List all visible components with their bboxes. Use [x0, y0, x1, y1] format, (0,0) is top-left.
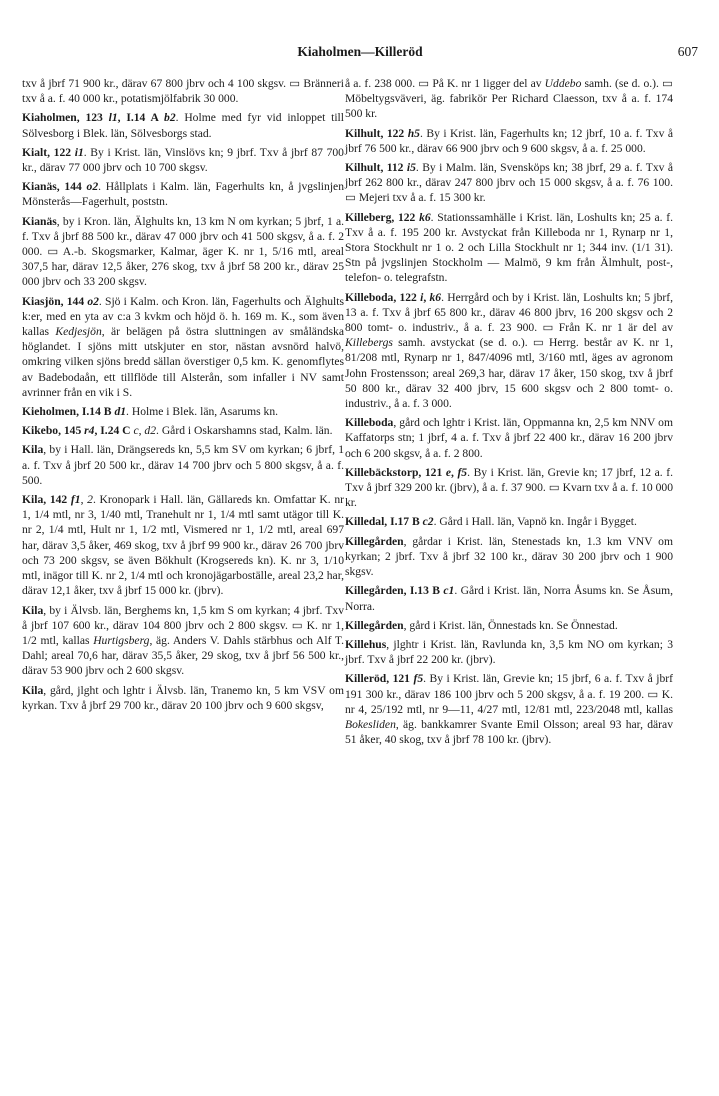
- entry-text: . Gård i Hall. län, Vapnö kn. Ingår i Bygget.: [433, 515, 637, 529]
- entry-styled-text: d2: [144, 424, 157, 438]
- entry-styled-text: i1: [74, 145, 84, 159]
- gazetteer-entry: [22, 179, 344, 209]
- gazetteer-entry: [345, 534, 673, 580]
- entry-text: . Sjö i Kalm. och Kron. län, Fagerhults och Älghults k:er, med en yta av c:a 3 kvkm och höjd ö. h. 169 m. K., som även kallas: [22, 294, 344, 339]
- entry-headword: , I.14 A: [117, 111, 165, 125]
- page-header: [22, 44, 698, 66]
- entry-text: , gård i Krist. län, Önnestads kn. Se Önnestad.: [403, 618, 618, 632]
- entry-styled-text: r4: [84, 424, 95, 438]
- entry-text: . By i Krist. län, Fagerhults kn; 12 jbrf, 10 a. f. Txv å jbrf 76 500 kr., därav 66 900 jbrv och 9 600 skgsv, å a. f. 25 000.: [345, 126, 674, 155]
- entry-text: . Holme med fyr vid inloppet till Sölvesborg i Blek. län, Sölvesborgs stad.: [22, 111, 344, 140]
- right-column: [345, 76, 673, 751]
- entry-text: . Herrgård och by i Krist. län, Loshults kn; 5 jbrf, 13 a. f. Txv å jbrf 65 800 kr., därav 46 800 jbrv, 16 200 skgsv och 2 800 tomt- o. industriv., å a. f. 23 900. ▭ Från K. nr 1 är del av: [345, 290, 674, 335]
- gazetteer-entry: [345, 637, 673, 667]
- entry-styled-text: Hurtigsberg: [93, 633, 150, 647]
- entry-headword: Killeboda, 122: [345, 290, 421, 304]
- entry-text: . Hållplats i Kalm. län, Fagerhults kn, å jvgslinjen Mönsterås—Fagerhult, poststn.: [22, 180, 344, 209]
- entry-text: , äg. Anders V. Dahls stärbhus och Alf T. Dahl; areal 70,6 har, därav 35,5 åker, 29 skog, txv å jbrf 56 500 kr., därav 53 900 jbrv och 2 600 skgsv.: [22, 633, 344, 678]
- gazetteer-entry: [22, 603, 344, 679]
- gazetteer-entry: [22, 214, 344, 290]
- gazetteer-entry: [345, 415, 673, 461]
- entry-text: , gård, jlght och lghtr i Älvsb. län, Tranemo kn, 5 km VSV om kyrkan. Txv å jbrf 29 700 kr., därav 20 100 jbrv och 9 600 skgsv,: [22, 683, 344, 712]
- left-column: [22, 76, 344, 717]
- entry-styled-text: Bokesliden: [345, 717, 396, 731]
- entry-text: . By i Krist. län, Grevie kn; 15 jbrf, 6 a. f. Txv å jbrf 191 300 kr., därav 186 100 jbrv och 5 200 skgsv, å a. f. 19 200. ▭ K. nr 4, 25/192 mtl, nr 9—11, 4/27 mtl, 12/81 mtl, 223/2048 mtl, kallas: [345, 672, 673, 716]
- page-number: 607: [677, 44, 698, 59]
- entry-headword: Kila: [22, 603, 44, 617]
- entry-text: , är belägen på östra sluttningen av småländska höglandet. I sjöns mitt utskjuter en stor, nästan avsnörd halvö, omkring vilken sjöns bredd sällan överstiger 0,5 km. K. genomflytes av Badebodaån, ett tillflöde till Alsterån, som infaller i NV samt avrinner från en vik i S.: [22, 325, 344, 399]
- entry-headword: Killedal, I.17 B: [345, 515, 423, 529]
- entry-headword: ,: [450, 465, 458, 479]
- gazetteer-entry: [22, 442, 344, 488]
- gazetteer-entry: [345, 76, 673, 122]
- entry-headword: Kila: [22, 683, 44, 697]
- entry-text: , äg. bankkamrer Svante Emil Olsson; areal 93 har, därav 51 åker, 40 skog, txv å jbrf 78 100 kr. (jbrv).: [345, 717, 673, 747]
- gazetteer-entry: [345, 210, 673, 286]
- entry-headword: ,: [423, 290, 430, 304]
- entry-headword: Kila, 142: [22, 493, 71, 507]
- entry-headword: Kila: [22, 443, 44, 457]
- entry-styled-text: Uddebo: [544, 77, 582, 90]
- entry-text: . Kronopark i Hall. län, Gällareds kn. Omfattar K. nr 1, 1/4 mtl, nr 3, 1/40 mtl, Tranehult nr 1, 1/4 mtl samt utägor till K. nr 2, 1/4 mtl, Hult nr 1, 1/2 mtl, Vismered nr 1, 1/2 mtl, areal 697 har, därav 3,5 åker, 469 skog, txv å jbrf 99 900 kr., därav 26 700 jbrv och 73 200 skgsv, se även Bökhult (Krogsereds kn). K. nr 3, 1/10 mtl, inägor till K. nr 2, 1/4 mtl och kronojägarboställe, areal 23,2 har, därav 12,1 åker, txv å jbrf 15 000 kr. (jbrv).: [22, 493, 345, 598]
- entry-styled-text: c: [133, 424, 139, 438]
- entry-styled-text: o2: [87, 294, 99, 308]
- entry-headword: Killehus: [345, 637, 387, 651]
- entry-text: txv å jbrf 71 900 kr., därav 67 800 jbrv och 4 100 skgsv. ▭ Bränneri txv å a. f. 40 000 kr., potatismjölfabrik 30 000.: [22, 77, 344, 106]
- gazetteer-entry: [22, 683, 344, 713]
- entry-text: , by i Älvsb. län, Berghems kn, 1,5 km S om kyrkan; 4 jbrf. Txv å jbrf 107 600 kr., därav 104 800 jbrv och 2 800 skgsv. ▭ K. nr 1, 1/2 mtl, kallas: [22, 603, 344, 647]
- entry-headword: Kikebo, 145: [22, 424, 85, 438]
- gazetteer-entry: [22, 294, 344, 400]
- entry-styled-text: i: [420, 290, 424, 304]
- entry-text: , gårdar i Krist. län, Stenestads kn, 1.3 km VNV om kyrkan; 2 jbrf. Txv å jbrf 32 100 kr., därav 30 200 jbrv och 1 900 skgsv.: [345, 534, 673, 579]
- entry-styled-text: f1: [70, 493, 81, 507]
- entry-headword: Killeboda: [345, 416, 394, 430]
- entry-text: . Gård i Oskarshamns stad, Kalm. län.: [156, 424, 333, 438]
- gazetteer-entry: [345, 583, 673, 613]
- gazetteer-entry: [22, 492, 344, 598]
- entry-headword: Killeröd, 121: [345, 672, 414, 686]
- entry-styled-text: 2: [87, 493, 93, 507]
- entry-text: å a. f. 238 000. ▭ På K. nr 1 ligger del av: [345, 77, 545, 90]
- entry-styled-text: f5: [457, 465, 468, 479]
- entry-styled-text: i5: [406, 161, 416, 175]
- entry-styled-text: d1: [114, 405, 127, 419]
- entry-text: . By i Krist. län, Vinslövs kn; 9 jbrf. Txv å jbrf 87 700 kr., därav 77 000 jbrv och 10 700 skgsv.: [22, 145, 344, 175]
- entry-headword: Kilhult, 112: [345, 161, 407, 175]
- entry-headword: Kianäs, 144: [22, 180, 87, 194]
- entry-headword: Kianäs: [22, 214, 57, 228]
- entry-styled-text: l1: [108, 111, 118, 125]
- entry-headword: Kiaholmen, 123: [22, 111, 109, 125]
- entry-headword: Killegården: [345, 618, 404, 632]
- entry-styled-text: h5: [407, 126, 420, 140]
- entry-headword: Kieholmen, I.14 B: [22, 405, 115, 419]
- gazetteer-entry: [22, 145, 344, 175]
- entry-styled-text: e: [445, 465, 451, 479]
- entry-styled-text: c1: [443, 584, 455, 598]
- entry-headword: Kilhult, 122: [345, 126, 408, 140]
- gazetteer-entry: [22, 110, 344, 140]
- gazetteer-entry: [345, 671, 673, 747]
- gazetteer-entry: [345, 465, 673, 511]
- entry-headword: Killebäckstorp, 121: [345, 465, 446, 479]
- entry-headword: Killegården, I.13 B: [345, 584, 444, 598]
- entry-text: . Stationssamhälle i Krist. län, Loshults kn; 25 a. f. Txv å a. f. 195 200 kr. Avstyckat från Killeboda nr 1, Rynarp nr 1, Stora Stockhult nr 1 o. 2 och Lilla Stockhult nr 1; 344 inv. (1/1 31). Stn på jvgslinjen Stockholm — Malmö, 9 km från Älmhult, post-, telefon- o. telegrafstn.: [345, 210, 674, 285]
- entry-text: . By i Krist. län, Grevie kn; 17 jbrf, 12 a. f. Txv å jbrf 329 200 kr. (jbrv), å a. f. 37 900. ▭ Kvarn txv å a. f. 10 000 kr.: [345, 465, 673, 510]
- entry-headword: Kiasjön, 144: [22, 294, 88, 308]
- gazetteer-entry: [22, 423, 344, 438]
- entry-text: . By i Malm. län, Svensköps kn; 38 jbrf, 29 a. f. Txv å jbrf 262 800 kr., därav 247 800 jbrv och 15 000 skgsv, å a. f. 76 100. ▭ Mejeri txv å a. f. 15 300 kr.: [345, 161, 673, 205]
- entry-text: samh. (se d. o.). ▭ Möbeltygsväveri, äg. fabrikör Per Richard Claesson, txv å a. f. 174 500 kr.: [345, 77, 673, 121]
- gazetteer-entry: [22, 76, 344, 106]
- entry-styled-text: f5: [413, 672, 424, 686]
- entry-text: . Gård i Krist. län, Norra Åsums kn. Se Åsum, Norra.: [345, 584, 673, 613]
- entry-text: , by i Kron. län, Älghults kn, 13 km N om kyrkan; 5 jbrf, 1 a. f. Txv å jbrf 88 500 kr., därav 47 000 jbrv och 41 500 skgsv, å a. f. 2 000. ▭ A.-b. Skogsmarker, Kalmar, äger K. nr 1, 5/16 mtl, areal 307,5 har, därav 12,5 åker, 276 skog, txv å jbrf 58 200 kr., därav 25 000 jbrv och 33 200 skgsv.: [22, 214, 344, 289]
- entry-headword: , I.24 C: [94, 424, 134, 438]
- entry-headword: Killeberg, 122: [345, 210, 420, 224]
- entry-headword: Killegården: [345, 534, 404, 548]
- gazetteer-entry: [345, 290, 673, 412]
- entry-text: ,: [138, 424, 145, 438]
- gazetteer-entry: [22, 404, 344, 419]
- entry-styled-text: Killebergs: [345, 336, 393, 350]
- entry-styled-text: k6: [419, 210, 431, 224]
- entry-styled-text: Kedjesjön: [55, 325, 102, 339]
- gazetteer-entry: [345, 126, 673, 156]
- entry-text: , gård och lghtr i Krist. län, Oppmanna kn, 2,5 km NNV om Kaffatorps stn; 1 jbrf, 4 a. f. Txv å jbrf 22 400 kr., därav 16 200 jbrv och 6 200 skgsv, å a. f. 2 800.: [345, 416, 673, 460]
- entry-styled-text: c2: [422, 515, 434, 529]
- entry-styled-text: o2: [86, 180, 99, 194]
- gazetteer-entry: [345, 514, 673, 529]
- entry-headword: Kialt, 122: [22, 145, 75, 159]
- entry-styled-text: k6: [429, 290, 442, 304]
- entry-text: , jlghtr i Krist. län, Ravlunda kn, 3,5 km NO om kyrkan; 3 jbrf. Txv å jbrf 22 200 kr. (jbrv).: [345, 637, 673, 667]
- entry-text: samh. avstyckat (se d. o.). ▭ Herrg. består av K. nr 1, 81/208 mtl, Rynarp nr 1, 847/4096 mtl, 3/160 mtl, äges av agronom John Frostensson; areal 269,3 har, därav 17 åker, 150 skog, txv å jbrf 50 800 kr., därav 32 400 jbrv, 15 600 skgsv och 2 800 tomt- o. industriv., å a. f. 3 000.: [345, 336, 673, 411]
- gazetteer-entry: [345, 618, 673, 633]
- running-head: Kiaholmen—Killeröd: [297, 44, 423, 59]
- entry-styled-text: b2: [164, 111, 176, 125]
- entry-text: ,: [80, 493, 88, 507]
- entry-text: . Holme i Blek. län, Asarums kn.: [126, 405, 279, 419]
- entry-text: , by i Hall. län, Drängsereds kn, 5,5 km SV om kyrkan; 6 jbrf, 1 a. f. Txv å jbrf 20 500 kr., därav 14 700 jbrv och 5 800 skgsv, å a. f. 500.: [22, 443, 344, 487]
- gazetteer-entry: [345, 160, 673, 206]
